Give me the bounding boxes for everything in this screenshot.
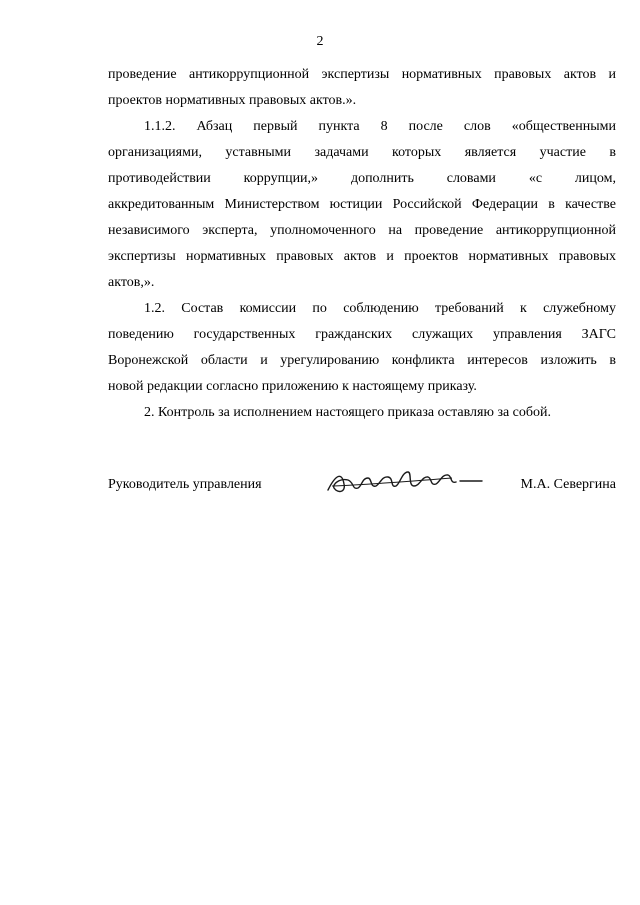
handwritten-signature-icon — [322, 466, 492, 500]
paragraph-2-line-2: организациями, уставными задачами которых является участие в — [108, 145, 616, 160]
paragraph-3-line-4: новой редакции согласно приложению к настоящему приказу. — [108, 379, 477, 394]
paragraph-2-line-6: экспертизы нормативных правовых актов и проектов нормативных правовых — [108, 249, 616, 264]
paragraph-2-line-7: актов,». — [108, 275, 155, 290]
paragraph-1-line-2: проектов нормативных правовых актов.». — [108, 93, 357, 108]
paragraph-4-line-1: 2. Контроль за исполнением настоящего приказа оставляю за собой. — [144, 405, 552, 420]
page-number: 2 — [316, 34, 324, 49]
signatory-title: Руководитель управления — [108, 477, 262, 492]
paragraph-2-line-5: независимого эксперта, уполномоченного на проведение антикоррупционной — [108, 223, 616, 238]
paragraph-1-line-1: проведение антикоррупционной экспертизы нормативных правовых актов и — [108, 67, 616, 82]
signature-block — [108, 472, 616, 500]
paragraph-2-line-1: 1.1.2. Абзац первый пункта 8 после слов «общественными — [144, 119, 616, 134]
paragraph-2-line-4: аккредитованным Министерством юстиции Российской Федерации в качестве — [108, 197, 616, 212]
paragraph-2-line-3: противодействии коррупции,» дополнить словами «с лицом, — [108, 171, 616, 186]
paragraph-3-line-1: 1.2. Состав комиссии по соблюдению требований к служебному — [144, 301, 616, 316]
paragraph-3-line-2: поведению государственных гражданских служащих управления ЗАГС — [108, 327, 616, 342]
paragraph-3-line-3: Воронежской области и урегулированию конфликта интересов изложить в — [108, 353, 616, 368]
signatory-name: М.А. Севергина — [520, 477, 616, 492]
